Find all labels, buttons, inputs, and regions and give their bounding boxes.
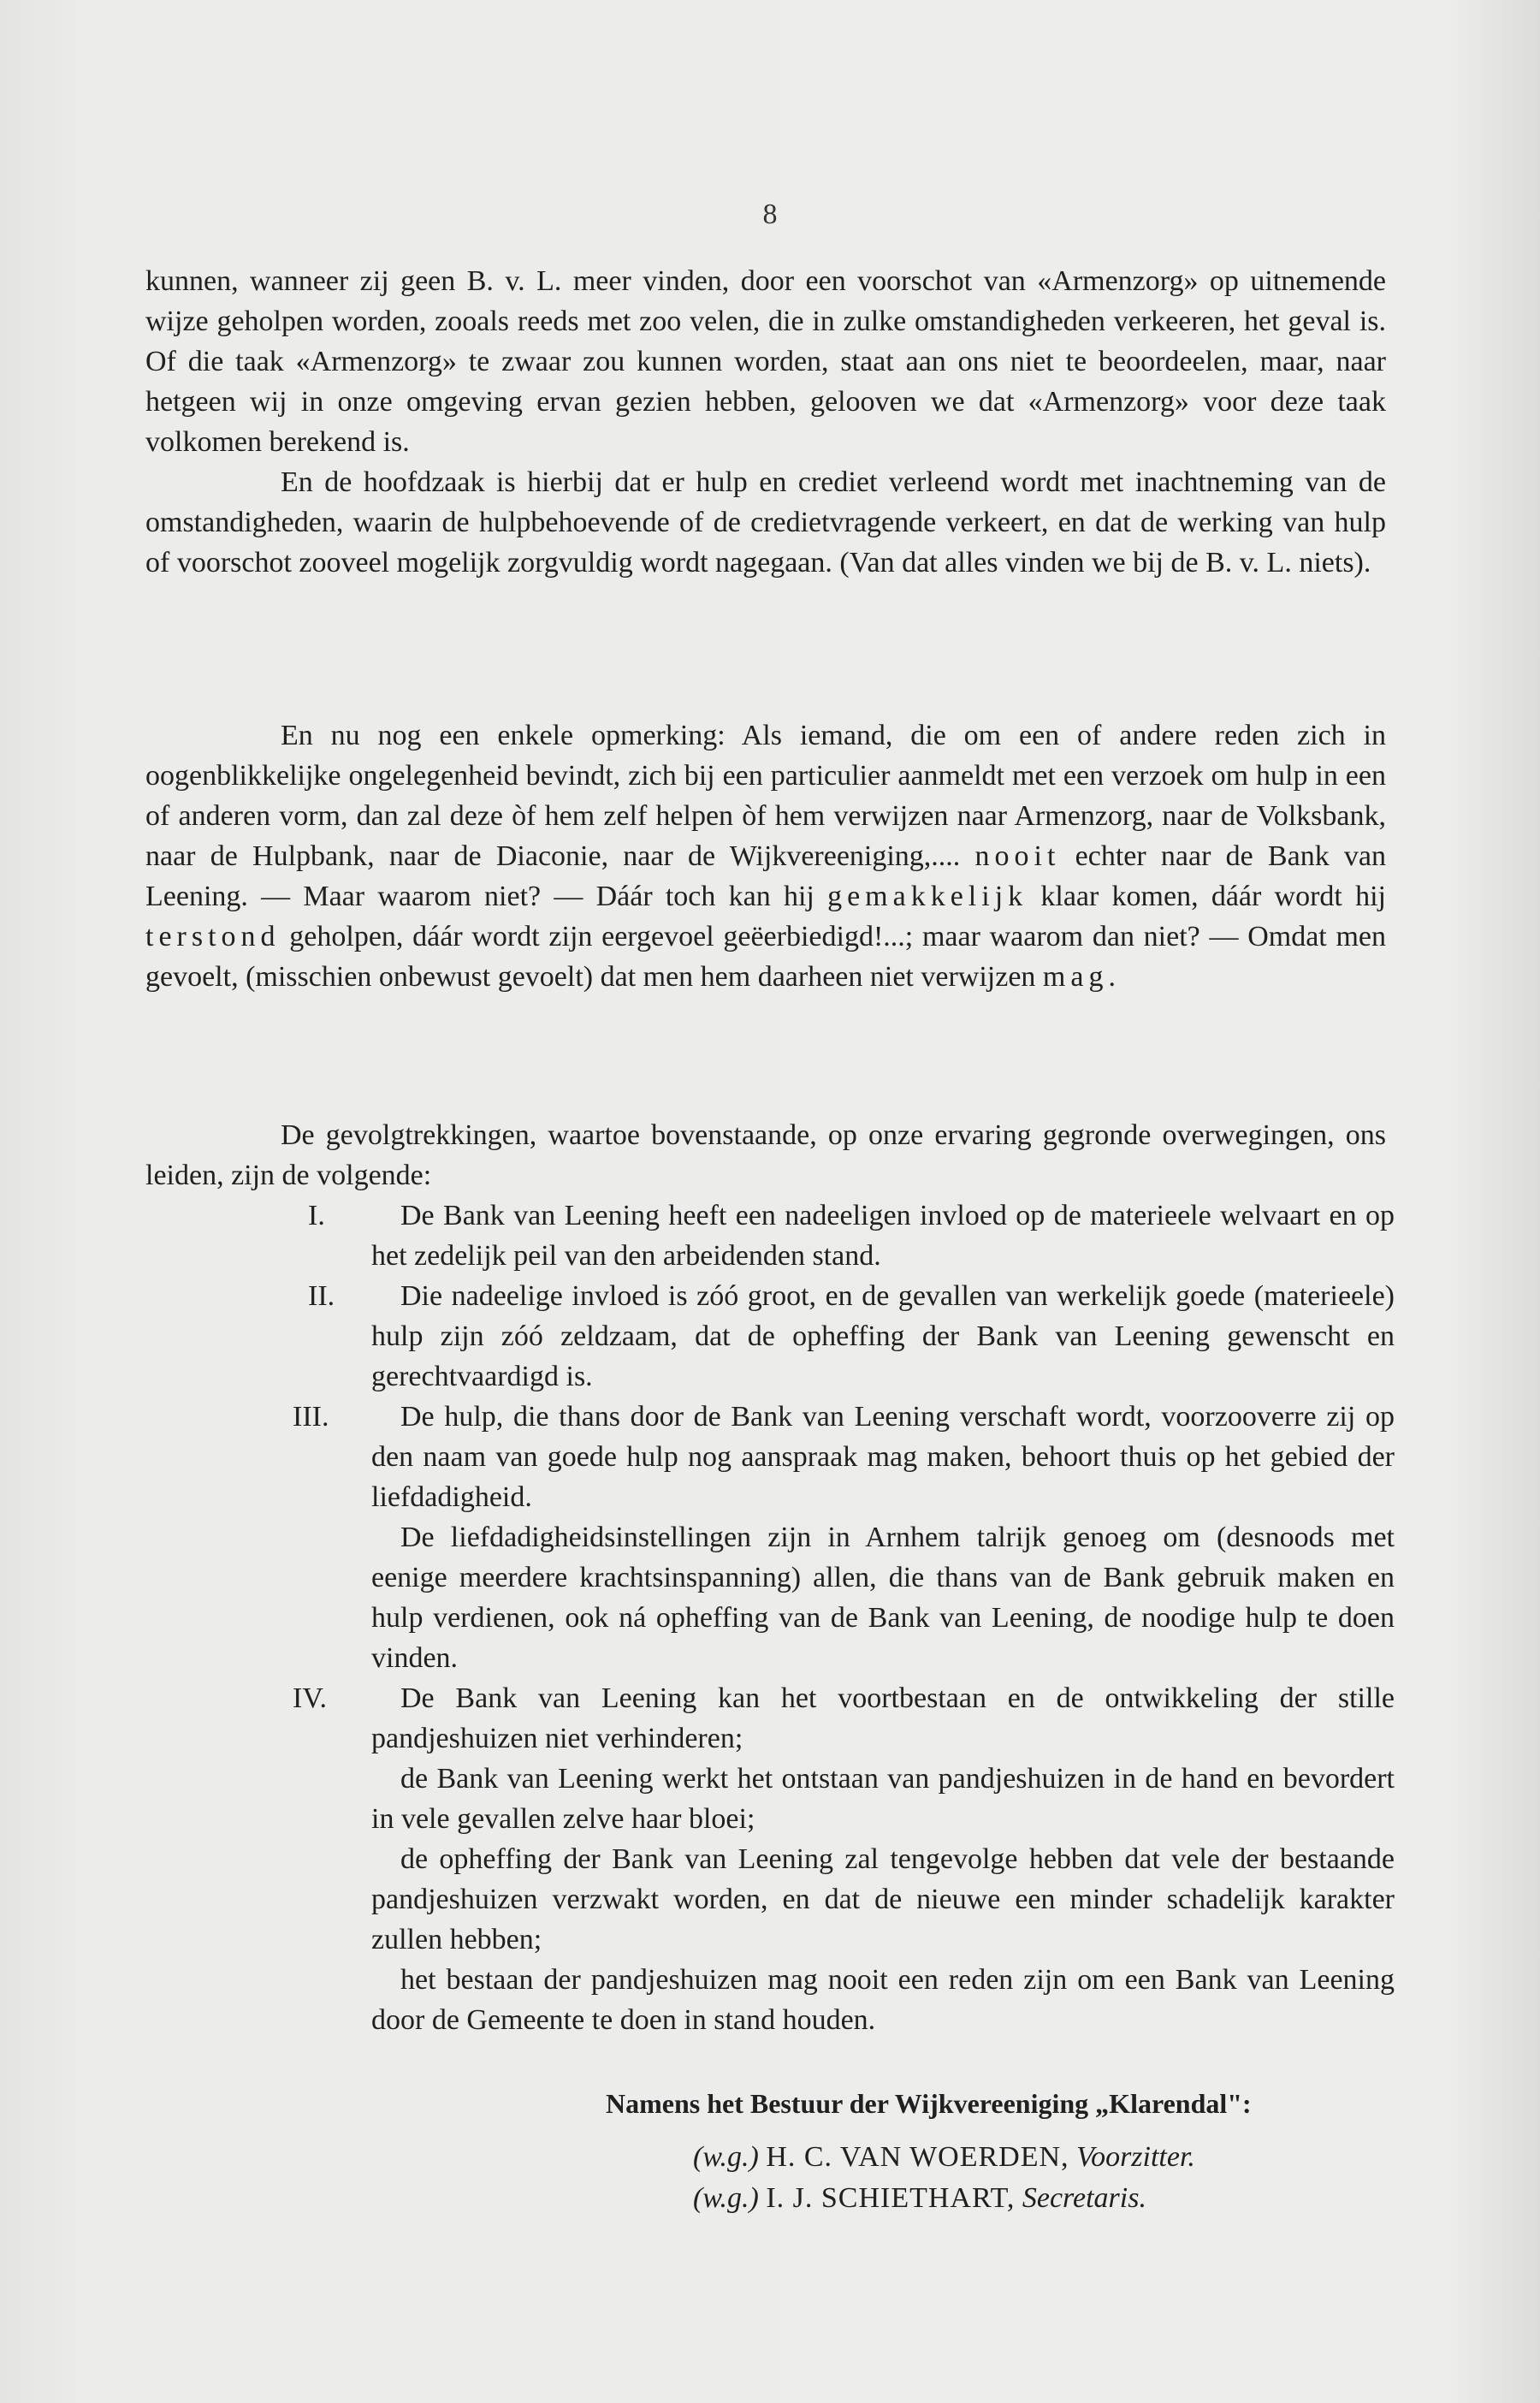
para3-text-e: .: [1108, 961, 1116, 993]
page-number: 8: [762, 199, 778, 230]
signature-chairman: [693, 2141, 1195, 2174]
conclusion-text: De Bank van Leening kan het voortbestaan en de ontwikkeling der stille pandjeshuizen niet verhinderen;: [371, 1682, 1395, 1754]
conclusion-item: [145, 1196, 1395, 1276]
signature-role: Secretaris.: [1022, 2182, 1146, 2214]
conclusion-item: [145, 1397, 1395, 1678]
para3-text-b: echter naar de Bank van Leening. — Maar waarom niet? — Dáár toch kan hij: [145, 840, 1387, 912]
paragraph-1: kunnen, wanneer zij geen B. v. L. meer vinden, door een voorschot van «Armenzorg» op uitnemende wijze geholpen worden, zooals reeds met zoo velen, die in zulke omstandigheden verkeeren, het geval is. Of die taak «Armenzorg» te zwaar zou kunnen worden, staat aan ons niet te beoordeelen, maar, naar hetgeen wij in onze omgeving ervan gezien hebben, gelooven we dat «Armenzorg» voor deze taak volkomen berekend is.: [145, 265, 1386, 458]
conclusion-text: De liefdadigheidsinstellingen zijn in Arnhem talrijk genoeg om (desnoods met eenige meerdere krachtsinspanning) allen, die thans van de Bank gebruik maken en hulp verdienen, ook ná opheffing van de Bank van Leening, de noodige hulp te doen vinden.: [371, 1522, 1395, 1674]
signoff-line: Namens het Bestuur der Wijkvereeniging „Klarendal":: [606, 2088, 1252, 2119]
conclusion-text: het bestaan der pandjeshuizen mag nooit een reden zijn om een Bank van Leening door de Gemeente te doen in stand houden.: [371, 1964, 1395, 2036]
para3-emph-terstond: terstond: [145, 921, 281, 952]
conclusion-number: IV.: [293, 1682, 327, 1714]
conclusion-text: de Bank van Leening werkt het ontstaan van pandjeshuizen in de hand en bevordert in vele gevallen zelve haar bloei;: [371, 1763, 1395, 1835]
conclusion-number: III.: [293, 1401, 329, 1433]
signature-prefix: (w.g.): [693, 2141, 759, 2173]
para3-emph-gemakkelijk: gemakkelijk: [827, 881, 1028, 912]
paragraph-block-2: [145, 715, 1386, 997]
conclusion-number: II.: [308, 1280, 335, 1312]
paragraph-4: De gevolgtrekkingen, waartoe bovenstaande, op onze ervaring gegronde overwegingen, ons leiden, zijn de volgende:: [145, 1119, 1386, 1191]
conclusions-list: [145, 1196, 1395, 2040]
para3-text-c: klaar komen, dáár wordt hij: [1040, 881, 1386, 912]
conclusion-item: [145, 1276, 1395, 1397]
paragraph-3: [145, 715, 1386, 997]
para3-text-d: geholpen, dáár wordt zijn eergevoel geëerbiedigd!...; maar waarom dan niet? — Omdat men gevoelt, (misschien onbewust gevoelt) dat men hem daarheen niet verwijzen: [145, 921, 1387, 993]
paragraph-2: En de hoofdzaak is hierbij dat er hulp en crediet verleend wordt met inachtneming van de omstandigheden, waarin de hulpbehoevende of de credietvragende verkeert, en dat de werking van hulp of voorschot zooveel mogelijk zorgvuldig wordt nagegaan. (Van dat alles vinden we bij de B. v. L. niets).: [145, 466, 1386, 578]
paragraph-block-1: [145, 261, 1386, 583]
signature-prefix: (w.g.): [693, 2182, 759, 2214]
signature-secretary: [693, 2182, 1146, 2215]
signature-name: H. C. VAN WOERDEN,: [766, 2141, 1069, 2173]
para3-text-a: En nu nog een enkele opmerking: Als iemand, die om een of andere reden zich in oogenblikkelijke ongelegenheid bevindt, zich bij een particulier aanmeldt met een verzoek om hulp in een of anderen vorm, dan zal deze òf hem zelf helpen òf hem verwijzen naar Armenzorg, naar de Volksbank, naar de Hulpbank, naar de Diaconie, naar de Wijkvereeniging,....: [145, 720, 1386, 872]
conclusion-text: Die nadeelige invloed is zóó groot, en de gevallen van werkelijk goede (materieele) hulp zijn zóó zeldzaam, dat de opheffing der Bank van Leening gewenscht en gerechtvaardigd is.: [371, 1280, 1395, 1392]
conclusion-text: De Bank van Leening heeft een nadeeligen invloed op de materieele welvaart en op het zedelijk peil van den arbeidenden stand.: [371, 1200, 1395, 1272]
signature-name: I. J. SCHIETHART,: [766, 2182, 1016, 2214]
conclusion-text: De hulp, die thans door de Bank van Leening verschaft wordt, voorzooverre zij op den naam van goede hulp nog aanspraak mag maken, behoort thuis op het gebied der liefdadigheid.: [371, 1401, 1395, 1513]
conclusion-number: I.: [308, 1200, 325, 1231]
para3-emph-nooit: nooit: [974, 840, 1061, 872]
conclusion-item: [145, 1678, 1395, 2040]
paragraph-block-3: [145, 1115, 1386, 1196]
signature-role: Voorzitter.: [1076, 2141, 1195, 2173]
para3-emph-mag: mag: [1042, 961, 1109, 993]
conclusion-text: de opheffing der Bank van Leening zal tengevolge hebben dat vele der bestaande pandjeshuizen verzwakt worden, en dat de nieuwe een minder schadelijk karakter zullen hebben;: [371, 1843, 1395, 1955]
